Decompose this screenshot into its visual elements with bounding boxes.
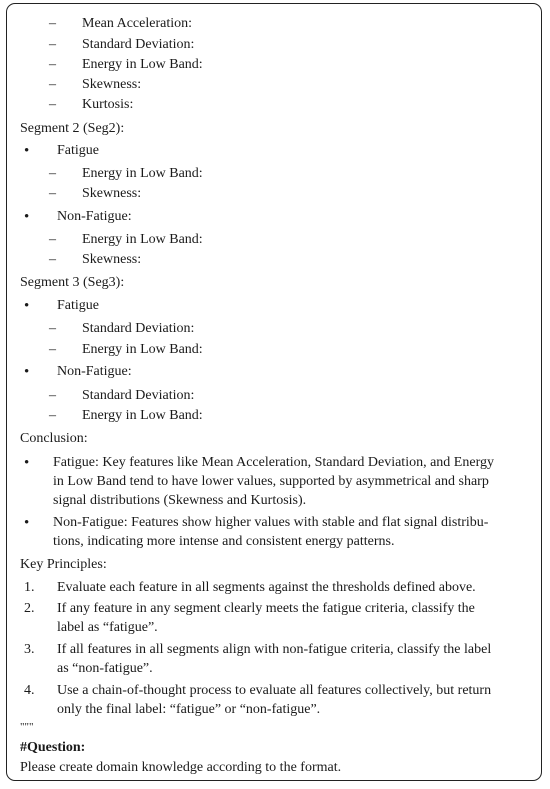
principle-line: If any feature in any segment clearly meets the fatigue criteria, classify the	[57, 601, 475, 616]
seg2-nonfatigue-label: Non-Fatigue:	[57, 209, 132, 224]
segment-3-title: Segment 3 (Seg3):	[20, 275, 125, 290]
dash-mark: –	[49, 97, 56, 112]
seg2-fatigue-item: Energy in Low Band:	[82, 166, 203, 181]
dash-mark: –	[49, 388, 56, 403]
intro-item: Energy in Low Band:	[82, 57, 203, 72]
question-heading: #Question:	[20, 740, 86, 755]
principle-line: label as “fatigue”.	[57, 620, 158, 635]
principles-title: Key Principles:	[20, 557, 107, 572]
list-number: 2.	[24, 601, 35, 616]
principle-line: Evaluate each feature in all segments against the thresholds defined above.	[57, 580, 476, 595]
seg3-fatigue-label: Fatigue	[57, 298, 99, 313]
principle-line: only the final label: “fatigue” or “non-fatigue”.	[57, 702, 321, 717]
dash-mark: –	[49, 57, 56, 72]
conclusion-nonfatigue-line: tions, indicating more intense and consistent energy patterns.	[53, 534, 395, 549]
list-number: 4.	[24, 683, 35, 698]
principle-line: as “non-fatigue”.	[57, 661, 153, 676]
bullet-mark: •	[24, 209, 30, 225]
seg2-fatigue-item: Skewness:	[82, 186, 142, 201]
dash-mark: –	[49, 252, 56, 267]
seg3-nonfatigue-item: Energy in Low Band:	[82, 408, 203, 423]
intro-item: Standard Deviation:	[82, 37, 195, 52]
principle-line: If all features in all segments align with non-fatigue criteria, classify the label	[57, 642, 492, 657]
intro-item: Skewness:	[82, 77, 142, 92]
conclusion-nonfatigue-line: Non-Fatigue: Features show higher values with stable and flat signal distribu-	[53, 515, 489, 530]
conclusion-fatigue-line: in Low Band tend to have lower values, supported by asymmetrical and sharp	[53, 474, 489, 489]
principle-line: Use a chain-of-thought process to evaluate all features collectively, but return	[57, 683, 492, 698]
list-number: 3.	[24, 642, 35, 657]
bullet-mark: •	[24, 364, 30, 380]
bullet-mark: •	[24, 455, 30, 471]
question-text: Please create domain knowledge according to the format.	[20, 760, 342, 775]
seg3-nonfatigue-item: Standard Deviation:	[82, 388, 195, 403]
bullet-mark: •	[24, 515, 30, 531]
conclusion-fatigue-line: signal distributions (Skewness and Kurtosis).	[53, 493, 307, 508]
seg3-fatigue-item: Energy in Low Band:	[82, 342, 203, 357]
seg2-nonfatigue-item: Skewness:	[82, 252, 142, 267]
dash-mark: –	[49, 166, 56, 181]
conclusion-fatigue-line: Fatigue: Key features like Mean Acceleration, Standard Deviation, and Energy	[53, 455, 494, 470]
dash-mark: –	[49, 186, 56, 201]
segment-2-title: Segment 2 (Seg2):	[20, 121, 125, 136]
dash-mark: –	[49, 321, 56, 336]
dash-mark: –	[49, 232, 56, 247]
intro-item: Kurtosis:	[82, 97, 134, 112]
seg2-fatigue-label: Fatigue	[57, 143, 99, 158]
dash-mark: –	[49, 37, 56, 52]
dash-mark: –	[49, 408, 56, 423]
dash-mark: –	[49, 77, 56, 92]
bullet-mark: •	[24, 143, 30, 159]
seg3-fatigue-item: Standard Deviation:	[82, 321, 195, 336]
bullet-mark: •	[24, 298, 30, 314]
seg2-nonfatigue-item: Energy in Low Band:	[82, 232, 203, 247]
list-number: 1.	[24, 580, 35, 595]
conclusion-title: Conclusion:	[20, 431, 88, 446]
seg3-nonfatigue-label: Non-Fatigue:	[57, 364, 132, 379]
closing-quotes: """	[20, 721, 34, 733]
intro-item: Mean Acceleration:	[82, 16, 193, 31]
dash-mark: –	[49, 16, 56, 31]
dash-mark: –	[49, 342, 56, 357]
